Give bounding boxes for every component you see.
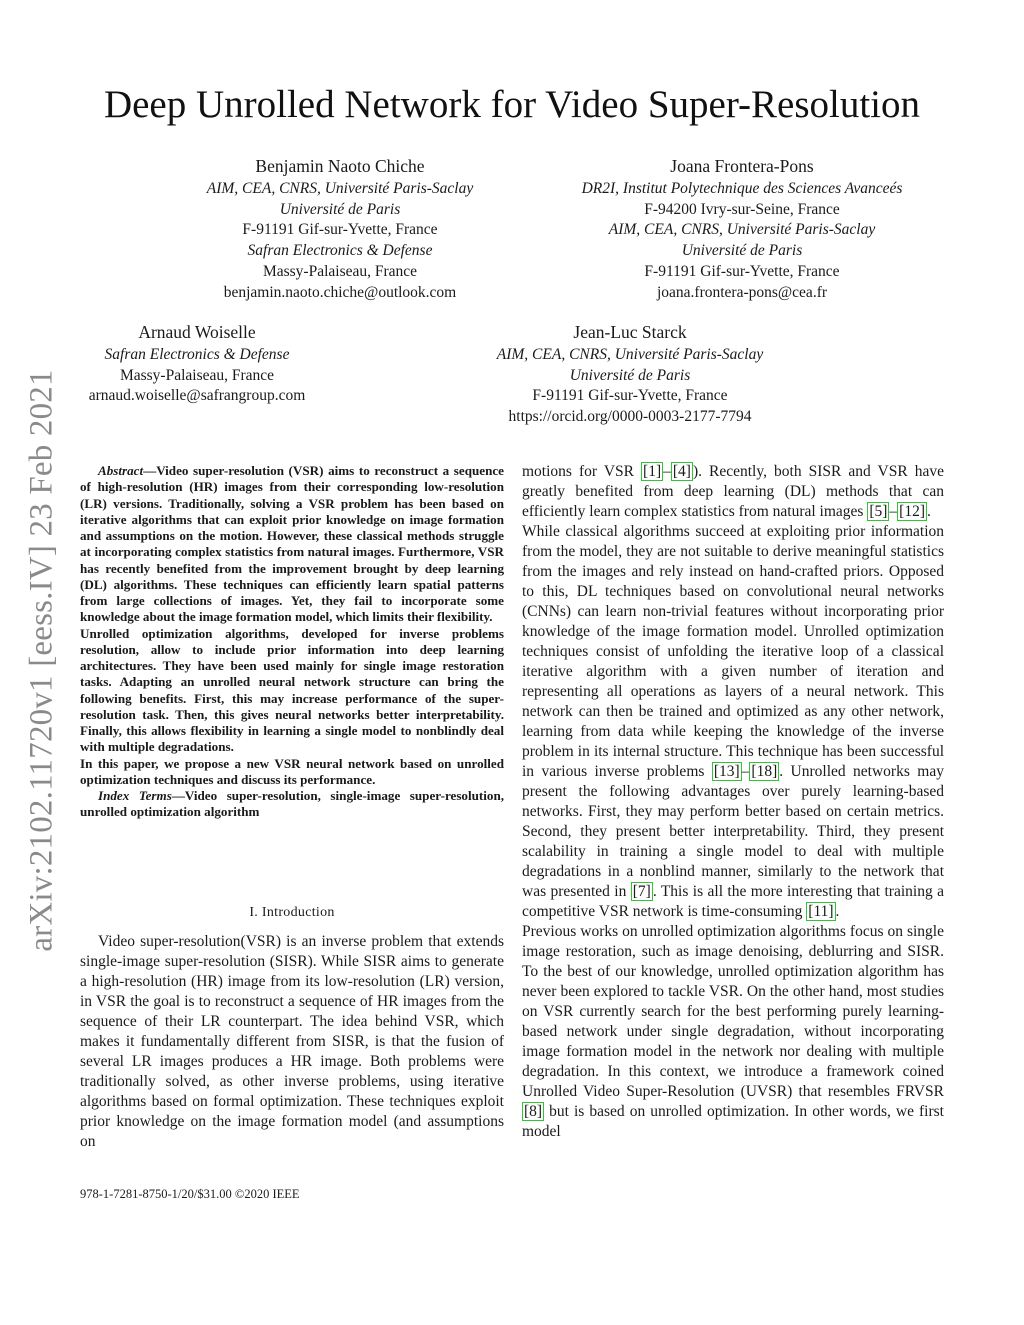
author-email[interactable]: joana.frontera-pons@cea.fr — [656, 283, 828, 301]
introduction-right — [522, 462, 944, 1142]
abstract-paragraph: In this paper, we propose a new VSR neural network based on unrolled optimization techniques and discuss its performance. — [80, 755, 504, 787]
text-run: ). Recently, both SISR and VSR have greatly benefited from deep learning (DL) methods that can efficiently learn complex statistics from natural images — [522, 463, 944, 520]
citation-link[interactable]: [11] — [808, 903, 834, 920]
author-affiliation: Safran Electronics & Defense — [247, 242, 433, 260]
author-affiliation: Université de Paris — [569, 366, 691, 384]
text-run: . — [835, 903, 840, 920]
citation-link[interactable]: [1] — [643, 463, 662, 480]
citation-link[interactable]: [4] — [672, 463, 691, 480]
citation-link[interactable]: [5] — [869, 503, 888, 520]
author-name: Benjamin Naoto Chiche — [255, 156, 425, 176]
copyright-footer: 978-1-7281-8750-1/20/$31.00 ©2020 IEEE — [80, 1187, 300, 1201]
citation-link[interactable]: [18] — [751, 763, 778, 780]
index-terms-text: —Video super-resolution, single-image super-resolution, unrolled optimization algorithm — [80, 788, 504, 820]
body-paragraph — [522, 522, 944, 922]
text-run: Previous works on unrolled optimization algorithms focus on single image restoration, such as image denoising, deblurring and SISR. To the best of our knowledge, unrolled optimization algorithm has never been explored to tackle VSR. On the other hand, most studies on VSR currently search for the best performing purely learning-based network under single degradation, without incorporating image formation model in the network nor dealing with multiple degradation. In this context, we introduce a framework coined Unrolled Video Super-Resolution (UVSR) that resembles FRVSR — [522, 923, 944, 1100]
abstract-paragraph — [80, 463, 504, 626]
body-paragraph — [522, 462, 944, 522]
text-run: – — [889, 503, 898, 520]
text-run: motions for VSR — [522, 463, 642, 480]
text-run: – — [663, 463, 671, 480]
author-affiliation: AIM, CEA, CNRS, Université Paris-Saclay — [206, 180, 474, 197]
index-terms — [80, 788, 504, 821]
author-affiliation: AIM, CEA, CNRS, Université Paris-Saclay — [496, 346, 764, 363]
text-run: . This is all the more interesting that training a competitive VSR network is time-consuming — [522, 883, 944, 920]
body-paragraph: Video super-resolution(VSR) is an inverse problem that extends single-image super-resolution (SISR). While SISR aims to generate a high-resolution (HR) image from its low-resolution (LR) version, in VSR the goal is to reconstruct a sequence of HR images from the sequence of their LR counterpart. The idea behind VSR, which makes it fundamentally different from SISR, is that the fusion of several LR images produces a HR image. Both problems were traditionally solved, as other inverse problems, using iterative algorithms based on formal optimization. These techniques exploit prior knowledge on the image formation model (and assumptions on — [80, 933, 504, 1150]
author-affiliation: DR2I, Institut Polytechnique des Sciences Avanceés — [581, 180, 903, 197]
citation-link[interactable]: [7] — [632, 883, 651, 900]
paper-title: Deep Unrolled Network for Video Super-Resolution — [103, 83, 921, 126]
author-orcid-link[interactable]: https://orcid.org/0000-0003-2177-7794 — [508, 408, 752, 426]
section-heading: I. Introduction — [249, 905, 335, 920]
author-address: Massy-Palaiseau, France — [262, 262, 418, 280]
text-run: . Unrolled networks may present the following advantages over purely learning-based networks. First, they may perform better based on certain metrics. Second, they present better interpretability. Third, they present scalability in training a single model to deal with multiple degradations in a nonblind manner, similarly to the network that was presented in — [522, 763, 944, 900]
author-name: Joana Frontera-Pons — [670, 156, 814, 176]
text-run: – — [741, 763, 750, 780]
author-name: Arnaud Woiselle — [138, 322, 256, 342]
body-paragraph — [522, 922, 944, 1142]
abstract-label: Abstract — [98, 463, 144, 478]
author-block — [440, 320, 820, 428]
author-address: F-91191 Gif-sur-Yvette, France — [532, 387, 728, 405]
author-email[interactable]: arnaud.woiselle@safrangroup.com — [88, 387, 306, 405]
author-address: Massy-Palaiseau, France — [119, 366, 275, 384]
author-address: F-91191 Gif-sur-Yvette, France — [242, 221, 438, 239]
author-address: F-91191 Gif-sur-Yvette, France — [644, 262, 840, 280]
author-block — [552, 154, 932, 303]
author-block — [62, 320, 332, 407]
author-affiliation: Université de Paris — [279, 200, 401, 218]
abstract-text: —Video super-resolution (VSR) aims to reconstruct a sequence of high-resolution (HR) images from their corresponding low-resolution (LR) versions. Traditionally, solving a VSR problem has been based on iterative algorithms that can exploit prior knowledge on image formation and assumptions on the motion. However, these classical methods struggle at incorporating complex statistics from natural images. Furthermore, VSR has recently benefited from the improvement brought by deep learning (DL) algorithms. These techniques can efficiently learn spatial patterns from large collections of images. Yet, they fail to incorporate some knowledge about the image formation model, which limits their flexibility. — [80, 463, 504, 625]
introduction-left — [80, 932, 504, 1152]
author-email[interactable]: benjamin.naoto.chiche@outlook.com — [223, 283, 457, 301]
author-affiliation: AIM, CEA, CNRS, Université Paris-Saclay — [608, 221, 876, 239]
author-name: Jean-Luc Starck — [573, 322, 687, 342]
abstract — [80, 463, 504, 821]
author-block — [150, 154, 530, 303]
citation-link[interactable]: [8] — [524, 1103, 543, 1120]
author-affiliation: Université de Paris — [681, 242, 803, 260]
index-terms-label: Index Terms — [98, 788, 172, 803]
citation-link[interactable]: [13] — [713, 763, 740, 780]
abstract-paragraph: Unrolled optimization algorithms, developed for inverse problems resolution, allow to include prior information into deep learning architectures. They have been used mainly for single image restoration tasks. Adapting an unrolled neural network structure can bring the following benefits. First, this may increase performance of the super-resolution task. Then, this gives neural networks better interpretability. Finally, this allows flexibility in learning a single model to nonblindly deal with multiple degradations. — [80, 625, 504, 755]
text-run: While classical algorithms succeed at exploiting prior information from the model, they are not suitable to derive meaningful statistics from the images and rely instead on hand-crafted priors. Opposed to this, DL techniques based on convolutional neural networks (CNNs) can learn non-trivial features without incorporating prior knowledge of the image formation model. Unrolled optimization techniques consist of unfolding the iterative loop of a classical iterative algorithm with a given number of iteration and representing all operations as layers of a neural network. This network can then be trained and optimized as any other network, learning from data while keeping the knowledge of the inverse problem in its internal structure. This technique has been successful in various inverse problems — [522, 523, 944, 780]
author-affiliation: Safran Electronics & Defense — [104, 346, 290, 363]
arxiv-sidebar — [20, 355, 64, 965]
arxiv-identifier: arXiv:2102.11720v1 [eess.IV] 23 Feb 2021 — [23, 368, 60, 952]
author-address: F-94200 Ivry-sur-Seine, France — [644, 200, 840, 218]
text-run: but is based on unrolled optimization. In other words, we first model — [522, 1103, 944, 1140]
text-run: . — [927, 503, 931, 520]
citation-link[interactable]: [12] — [899, 503, 925, 520]
